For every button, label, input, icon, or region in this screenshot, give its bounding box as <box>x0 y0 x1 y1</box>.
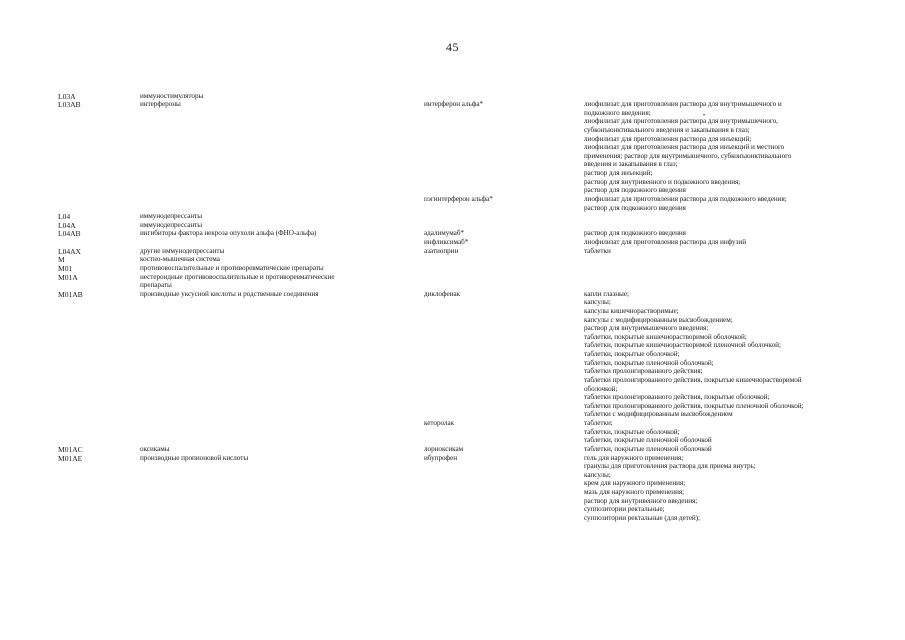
atc-code-cell: M <box>58 255 65 265</box>
dosage-form-cell: таблетки, покрытые оболочкой; <box>584 350 680 359</box>
dosage-form-cell: таблетки, покрытые оболочкой; <box>584 427 680 436</box>
dosage-form-cell: применения; раствор для внутримышечного, субконъюнктивального <box>584 151 792 160</box>
group-name-cell: препараты <box>140 281 172 290</box>
dosage-form-cell: таблетки, покрытые пленочной оболочкой <box>584 444 712 453</box>
group-name-cell: производные пропионовой кислоты <box>140 453 249 462</box>
atc-code-cell: L03AB <box>58 100 81 110</box>
dosage-form-cell: крем для наружного применения; <box>584 479 686 488</box>
dosage-form-cell: раствор для подкожного введения <box>584 203 686 212</box>
dosage-form-cell: оболочкой; <box>584 384 618 393</box>
dosage-form-cell: лиофилизат для приготовления раствора для внутримышечного, <box>584 117 778 126</box>
dosage-form-cell: таблетки, покрытые пленочной оболочкой; <box>584 358 714 367</box>
dosage-form-cell: лиофилизат для приготовления раствора для внутримышечного и <box>584 100 782 109</box>
drug-name-cell: лорноксикам <box>424 444 464 453</box>
atc-code-cell: M01AC <box>58 444 83 454</box>
group-name-cell: иммунодепрессанты <box>140 220 203 229</box>
group-name-cell: костно-мышечная система <box>140 255 220 264</box>
dosage-form-cell: суппозитории ректальные (для детей); <box>584 513 700 522</box>
dosage-form-cell: таблетки, покрытые кишечнорастворимой пленочной оболочкой; <box>584 341 781 350</box>
dosage-form-cell: таблетки пролонгированного действия, покрытые пленочной оболочкой; <box>584 401 804 410</box>
dosage-form-cell: лиофилизат для приготовления раствора для инъекций; <box>584 134 752 143</box>
dosage-form-cell: суппозитории ректальные; <box>584 505 665 514</box>
page-number: 45 <box>446 40 459 54</box>
dosage-form-cell: мазь для наружного применения; <box>584 488 685 497</box>
dosage-form-cell: раствор для подкожного введения <box>584 229 686 238</box>
atc-code-cell: M01AE <box>58 453 83 463</box>
atc-code-cell: L04 <box>58 212 71 222</box>
dosage-form-cell: раствор для подкожного введения <box>584 186 686 195</box>
dosage-form-cell: таблетки с модифицированным высвобождением <box>584 410 733 419</box>
dosage-form-cell: капсулы с модифицированным высвобождением; <box>584 315 733 324</box>
atc-code-cell: L04AX <box>58 246 81 256</box>
atc-code-cell: M01 <box>58 263 73 273</box>
dosage-form-cell: раствор для внутривенного введения; <box>584 496 698 505</box>
dosage-form-cell: раствор для внутривенного и подкожного введения; <box>584 177 741 186</box>
dosage-form-cell: капли глазные; <box>584 289 629 298</box>
group-name-cell: иммуностимуляторы <box>140 91 204 100</box>
dosage-form-cell: таблетки <box>584 246 611 255</box>
drug-name-cell: кеторолак <box>424 419 455 428</box>
drug-name-cell: интерферон альфа* <box>424 100 484 109</box>
drug-name-cell: инфликсимаб* <box>424 238 469 247</box>
atc-code-cell: L04A <box>58 220 76 230</box>
dosage-form-cell: таблетки пролонгированного действия, покрытые оболочкой; <box>584 393 770 402</box>
dosage-form-cell: таблетки пролонгированного действия; <box>584 367 703 376</box>
atc-code-cell: M01AB <box>58 289 83 299</box>
dosage-form-cell: гель для наружного применения; <box>584 453 684 462</box>
group-name-cell: иммунодепрессанты <box>140 212 203 221</box>
dosage-form-cell: капсулы; <box>584 470 611 479</box>
table-row <box>0 514 905 524</box>
dosage-form-cell: капсулы; <box>584 298 611 307</box>
dosage-form-cell: лиофилизат для приготовления раствора для подкожного введения; <box>584 194 787 203</box>
group-name-cell: производные уксусной кислоты и родственные соединения <box>140 289 319 298</box>
scan-speck: • <box>703 113 706 119</box>
dosage-form-cell: таблетки пролонгированного действия, покрытые кишечнорастворимой <box>584 375 802 384</box>
dosage-form-cell: гранулы для приготовления раствора для приема внутрь; <box>584 462 756 471</box>
dosage-form-cell: лиофилизат для приготовления раствора для инфузий <box>584 238 746 247</box>
group-name-cell: оксикамы <box>140 444 170 453</box>
atc-code-cell: L03A <box>58 91 76 101</box>
dosage-form-cell: лиофилизат для приготовления раствора для инъекций и местного <box>584 143 785 152</box>
drug-name-cell: адалимумаб* <box>424 229 464 238</box>
group-name-cell: другие иммунодепрессанты <box>140 246 225 255</box>
atc-code-cell: M01A <box>58 272 78 282</box>
drug-name-cell: диклофенак <box>424 289 461 298</box>
dosage-form-cell: введения и закапывания в глаз; <box>584 160 678 169</box>
group-name-cell: нестероидные противовоспалительные и противоревматические <box>140 272 335 281</box>
drug-name-cell: пэгинтерферон альфа* <box>424 194 493 203</box>
dosage-form-cell: таблетки, покрытые пленочной оболочкой <box>584 436 712 445</box>
dosage-form-cell: таблетки; <box>584 419 613 428</box>
dosage-form-cell: раствор для внутримышечного введения; <box>584 324 709 333</box>
drug-name-cell: ибупрофен <box>424 453 458 462</box>
atc-code-cell: L04AB <box>58 229 81 239</box>
group-name-cell: ингибиторы фактора некроза опухоли альфа (ФНО-альфа) <box>140 229 317 238</box>
dosage-form-cell: таблетки, покрытые кишечнорастворимой оболочкой; <box>584 332 747 341</box>
group-name-cell: противовоспалительные и противоревматические препараты <box>140 263 324 272</box>
dosage-form-cell: субконъюнктивального введения и закапывания в глаз; <box>584 125 750 134</box>
dosage-form-cell: капсулы кишечнорастворимые; <box>584 307 679 315</box>
dosage-form-cell: подкожного введения; <box>584 108 651 117</box>
dosage-form-cell: раствор для инъекций; <box>584 169 653 178</box>
drug-name-cell: азатиоприн <box>424 246 459 255</box>
group-name-cell: интерфероны <box>140 100 181 109</box>
